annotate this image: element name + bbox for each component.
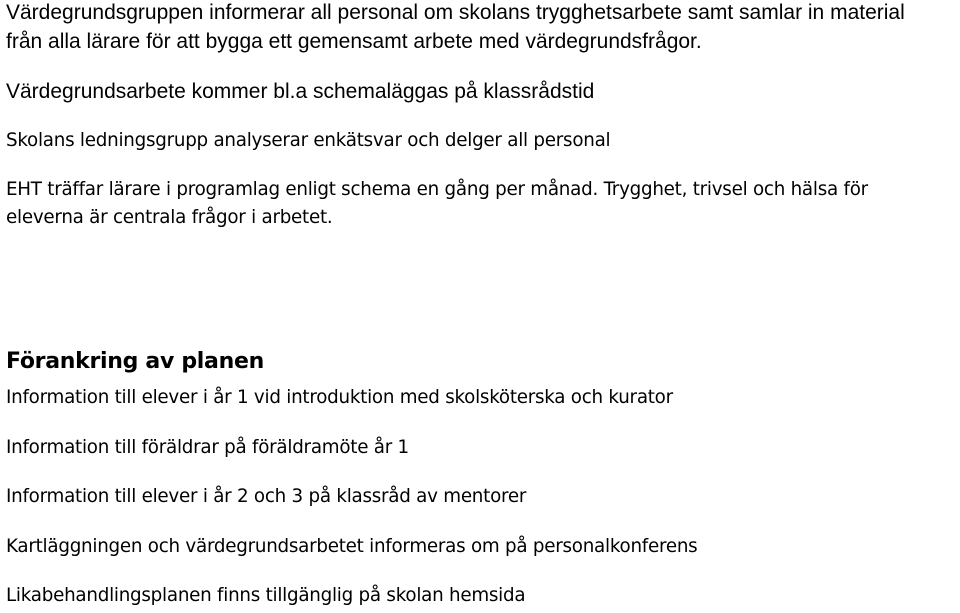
anchoring-item-5: Likabehandlingsplanen finns tillgänglig på skolan hemsida: [6, 585, 526, 606]
anchoring-item-3: Information till elever i år 2 och 3 på klassråd av mentorer: [6, 486, 527, 507]
eht-paragraph: [6, 176, 868, 232]
eht-line-1: EHT träffar lärare i programlag enligt schema en gång per månad. Trygghet, trivsel och hälsa för: [6, 179, 868, 200]
scheduling-paragraph: Värdegrundsarbete kommer bl.a schemaläggas på klassrådstid: [6, 80, 595, 103]
anchoring-item-2: Information till föräldrar på föräldramöte år 1: [6, 437, 409, 458]
eht-line-2: eleverna är centrala frågor i arbetet.: [6, 207, 333, 228]
anchoring-item-4: Kartläggningen och värdegrundsarbetet informeras om på personalkonferens: [6, 536, 698, 557]
intro-paragraph: [6, 0, 905, 56]
intro-line-1: Värdegrundsgruppen informerar all personal om skolans trygghetsarbete samt samlar in material: [6, 1, 905, 24]
leadership-paragraph: Skolans ledningsgrupp analyserar enkätsvar och delger all personal: [6, 130, 611, 151]
intro-line-2: från alla lärare för att bygga ett gemensamt arbete med värdegrundsfrågor.: [6, 30, 702, 53]
section-heading: Förankring av planen: [6, 349, 264, 374]
anchoring-item-1: Information till elever i år 1 vid introduktion med skolsköterska och kurator: [6, 387, 673, 408]
